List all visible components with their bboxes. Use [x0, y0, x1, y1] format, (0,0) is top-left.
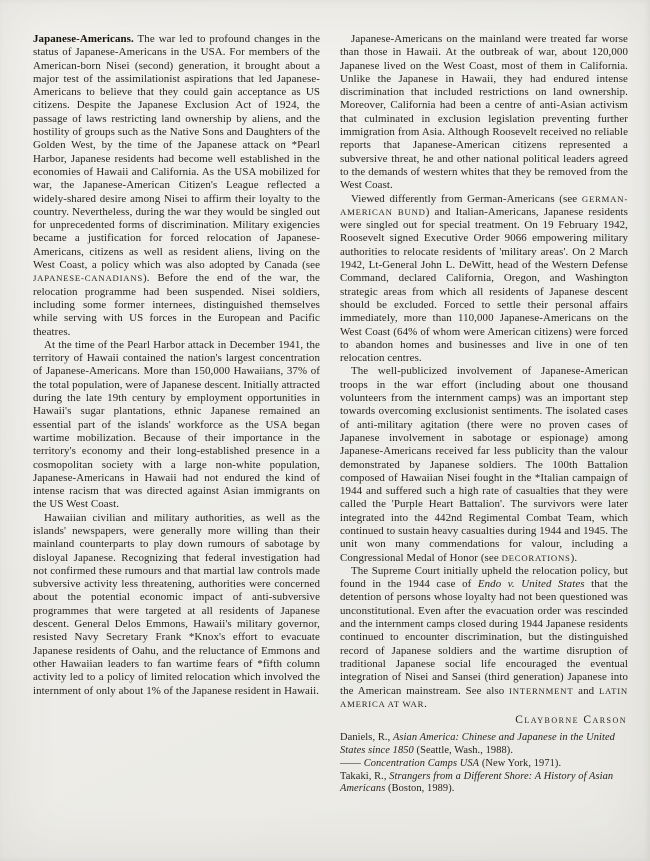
cross-reference: INTERNMENT: [509, 685, 574, 696]
text-segment: ).: [570, 551, 578, 564]
text-segment: ——: [340, 757, 364, 769]
bibliography-entry: [340, 758, 628, 771]
cross-reference: JAPANESE-CANADIANS: [33, 273, 144, 284]
cross-reference: GERMAN-AMERICAN BUND: [340, 193, 628, 217]
text-segment: ) and Italian-Americans, Japanese residents were singled out for special treatment. On 19 February 1942, Roosevelt signed Executive Order 9066 empowering military authorities to relocate residents of 'military areas'. On 2 March 1942, Lt-General John L. DeWitt, head of the Western Defense Command, declared California, Oregon, and Washington strategic areas from which all residents of Japanese descent should be excluded. Forced to settle their personal affairs immediately, more than 110,000 Japanese-Americans on the West Coast (64% of whom were American citizens) were forced to abandon homes and businesses and live in one of ten relocation centres.: [340, 205, 629, 365]
text-segment: The well-publicized involvement of Japanese-American troops in the war effort (including about one thousand volunteers from the internment camps) was an important step towards overcoming exclusionist sentiments. The isolated cases of anti-military agitation (there were no proven cases of Japanese involvement in sabotage or espionage) among Japanese-Americans received far less publicity than the valour demonstrated by Japanese soldiers. The 100th Battalion composed of Hawaiian Nisei fought in the *Italian campaign of 1944 and suffered such a high rate of casualties that they were called the 'Purple Heart Battalion'. The survivors were later integrated into the 442nd Regimental Combat Team, which continued to sustain heavy casualties during 1944 and 1945. The unit won many commendations for valour, including a Congressional Medal of Honor (see: [340, 365, 628, 564]
text-segment: Hawaiian civilian and military authorities, as well as the islands' newspapers, were generally more willing than their mainland counterparts to play down rumours of sabotage by disloyal Japanese. Recognizing that federal investigation had not confirmed these rumours and that martial law controls made subversive activity less threatening, authorities were concerned about the potential economic impact of anti-subversive programmes that were targeted at all residents of Japanese descent. General Delos Emmons, Hawaii's military governor, resisted Navy Secretary Frank *Knox's effort to evacuate Japanese residents of Oahu, and the reluctance of Emmons and other Hawaiian leaders to fan wartime fears of *fifth column activity led to a policy of limited relocation which involved the internment of only about 1% of the Japanese resident in Hawaii.: [33, 511, 320, 697]
column-right: [340, 33, 628, 796]
byline-author: Clayborne Carson: [515, 714, 627, 727]
text-segment: Japanese-Americans on the mainland were treated far worse than those in Hawaii. At the outbreak of war, about 120,000 Japanese lived on the West Coast, most of them in California. Unlike the Japanese in Hawaii, they had endured intense discrimination that included restrictions on land ownership. Moreover, California had been a centre of anti-Asian activism that culminated in exclusion legislation preventing further immigration from Asia. Although Roosevelt received no reliable reports that Japanese-American citizens represented a subversive threat, he and other national political leaders agreed to the demands of western whites that they be removed from the West Coast.: [340, 33, 628, 192]
text-segment: (New York, 1971).: [479, 757, 562, 769]
text-segment: (Boston, 1989).: [385, 783, 455, 795]
text-segment: (Seattle, Wash., 1988).: [413, 744, 514, 756]
text-segment: Takaki, R.,: [340, 770, 390, 782]
paragraph: [340, 565, 628, 711]
text-segment: that the detention of persons whose loyalty had not been questioned was unconstitutional. Even after the evacuation order was rescinded and the internment camps closed during 1944 Japanese residents continued to encounter discrimination, but the distinguished record of Japanese soldiers and the wartime disruption of traditional Japanese social life encouraged the eventual integration of Nisei and Sansei (third generation) Japanese into the American mainstream. See also: [340, 578, 628, 697]
paragraph: [33, 33, 320, 339]
text-segment: Viewed differently from German-Americans (see: [351, 192, 582, 205]
text-segment: .: [424, 697, 427, 710]
bibliography-entry: [340, 771, 628, 797]
text-segment: The war led to profound changes in the status of Japanese-Americans in the USA. For members of the American-born Nisei (second) generation, it brought about a major test of the assimilationist aspirations that led Japanese-Americans to believe that they could gain acceptance as US citizens. Despite the Japanese Exclusion Act of 1924, the passage of laws restricting land ownership by aliens, and the hostility of groups such as the Native Sons and Daughters of the Golden West, by the time of the Japanese attack on *Pearl Harbor, Japanese residents had become well established in the economies of Hawaii and California. As the USA mobilized for war, the Japanese-American Citizen's League reflected a widely-shared desire among Nisei to affirm their loyalty to the country. Nevertheless, during the war they would be singled out for unprecedented forms of discrimination. Military exigencies became a justification for forced relocation of Japanese-Americans, citizens as well as resident aliens, living on the West Coast, a policy which was also adopted by Canada (see: [33, 33, 320, 272]
text-segment: and: [573, 684, 599, 697]
text-segment: At the time of the Pearl Harbor attack in December 1941, the territory of Hawaii contained the nation's largest concentration of Japanese-Americans. More than 150,000 Hawaiians, 37% of the total population, were of Japanese descent. Initially attracted during the late 19th century by employment opportunities in Hawaii's sugar plantations, ethnic Japanese remained an essential part of the islands' workforce as the USA began wartime mobilization. Because of their importance in the territory's economy and their long-established presence in a cosmopolitan society with a large non-white population, Japanese-Americans in Hawaii had not endured the kind of intense racism that was directed against Asian immigrants on the US West Coast.: [33, 338, 320, 511]
paragraph: [340, 193, 628, 366]
paragraph: [33, 512, 320, 698]
cross-reference: DECORATIONS: [501, 552, 571, 563]
column-right-paragraphs: [340, 33, 628, 711]
paragraph: [340, 33, 628, 193]
bibliography: [340, 732, 628, 796]
italic-title: Asian America: Chinese and Japanese in the United States since 1850: [340, 732, 615, 756]
paragraph: [340, 365, 628, 564]
italic-title: Concentration Camps USA: [363, 757, 480, 769]
entry-term: Japanese-Americans.: [33, 33, 134, 45]
paragraph: [33, 339, 320, 512]
bibliography-entry: [340, 732, 628, 758]
italic-title: Endo v. United States: [477, 578, 585, 591]
text-segment: Daniels, R.,: [340, 732, 393, 744]
column-left: [33, 33, 320, 698]
text-segment: ). Before the end of the war, the relocation programme had been suspended. Nisei soldiers, including some former internees, distinguished themselves while serving with US forces in the European and Pacific theatres.: [33, 272, 320, 338]
cross-reference: LATIN AMERICA AT WAR: [340, 685, 628, 709]
text-segment: The Supreme Court initially upheld the relocation policy, but found in the 1944 case of: [340, 564, 628, 591]
italic-title: Strangers from a Different Shore: A History of Asian Americans: [340, 770, 614, 795]
